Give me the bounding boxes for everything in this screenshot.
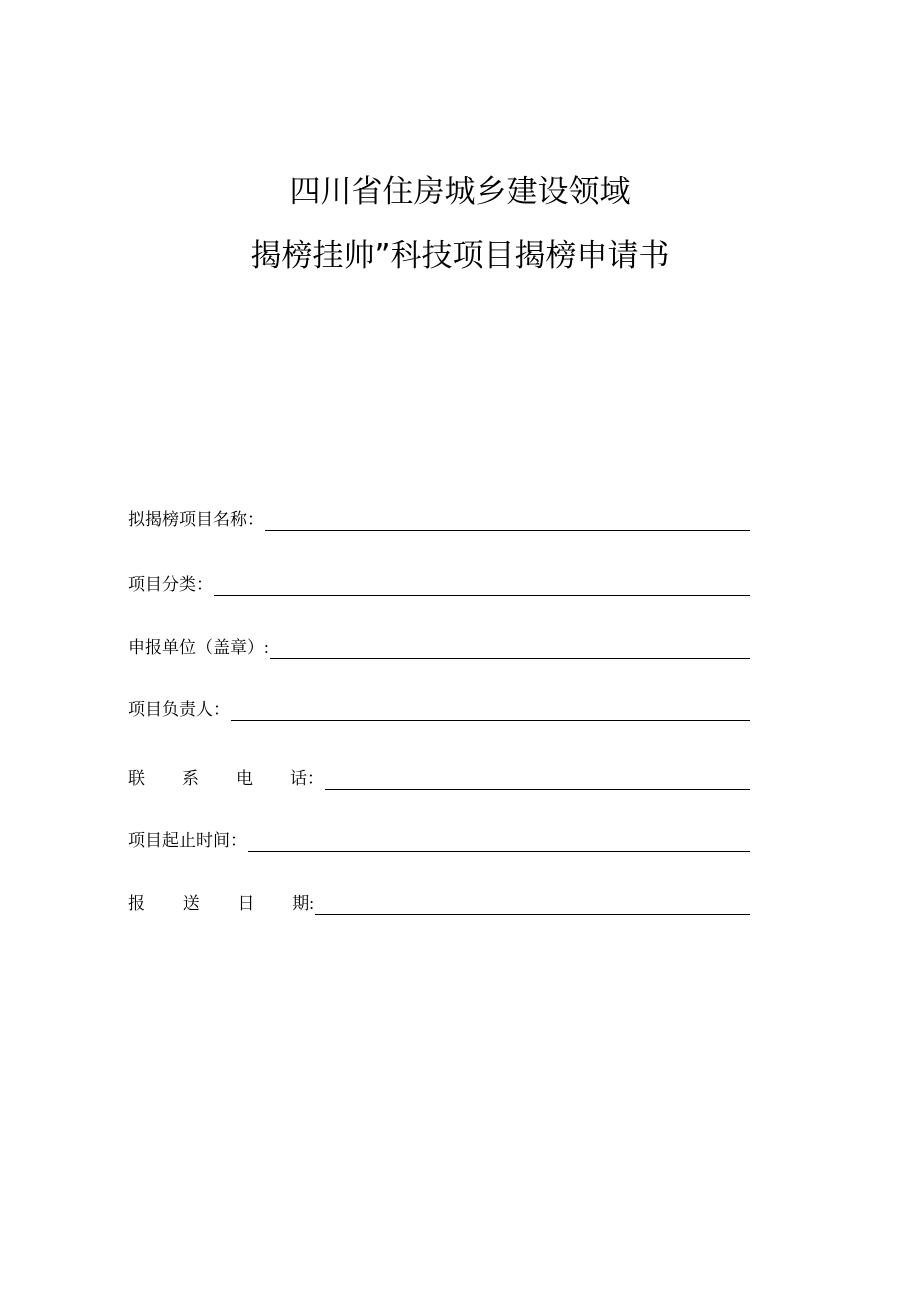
field-project-name-blank[interactable] (265, 529, 750, 531)
field-applicant-unit-blank[interactable] (270, 657, 750, 659)
field-project-category-label: 项目分类： (128, 575, 213, 594)
label-char: 联 (128, 769, 145, 788)
field-project-name-label: 拟揭榜项目名称： (128, 510, 264, 529)
label-char: 日 (237, 894, 255, 913)
field-submission-date (128, 887, 750, 917)
field-applicant-unit (128, 631, 750, 661)
field-project-name (128, 503, 750, 533)
field-submission-date-label (128, 893, 314, 917)
label-char: 电 (236, 769, 253, 788)
label-char: 话： (290, 769, 324, 788)
field-project-leader-label: 项目负责人： (128, 700, 230, 719)
field-project-category-blank[interactable] (214, 594, 750, 596)
field-project-period (128, 824, 750, 854)
field-project-period-label: 项目起止时间： (128, 831, 247, 850)
field-project-period-blank[interactable] (248, 850, 750, 852)
label-char: 期: (292, 894, 314, 913)
document-title-line-1: 四川省住房城乡建设领域 (289, 174, 631, 210)
field-applicant-unit-label: 申报单位（盖章）: (128, 638, 269, 657)
document-title-line-2: 揭榜挂帅”科技项目揭榜申请书 (250, 238, 670, 274)
field-contact-phone-blank[interactable] (325, 788, 750, 790)
field-project-category (128, 568, 750, 598)
label-char: 报 (128, 894, 145, 913)
field-contact-phone-label (128, 768, 324, 792)
field-project-leader-blank[interactable] (231, 719, 750, 721)
field-project-leader (128, 693, 750, 723)
field-submission-date-blank[interactable] (315, 913, 750, 915)
label-char: 送 (182, 894, 200, 913)
label-char: 系 (182, 769, 199, 788)
field-contact-phone (128, 762, 750, 792)
